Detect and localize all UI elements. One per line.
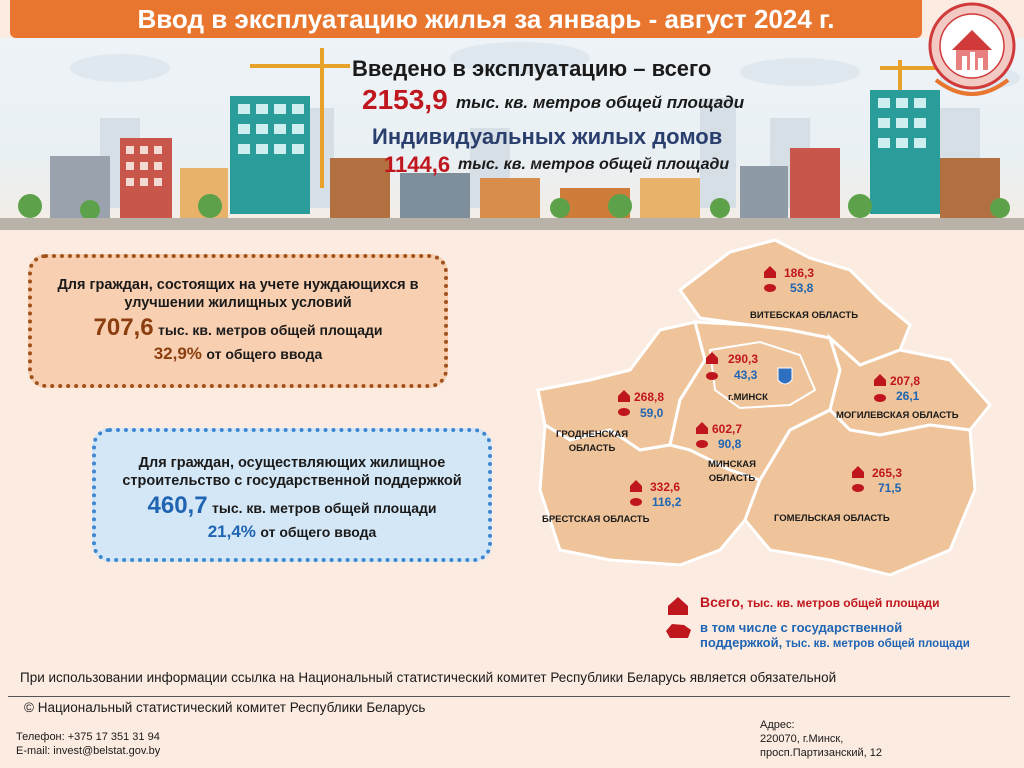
minsk-region-name-1: МИНСКАЯ <box>708 459 756 470</box>
vitebsk-support: 53,8 <box>790 281 814 295</box>
address-label: Адрес: <box>760 719 795 731</box>
support-unit: тыс. кв. метров общей площади <box>212 500 437 516</box>
city-banner <box>0 38 1024 230</box>
minsk-region-support: 90,8 <box>718 437 742 451</box>
needy-unit: тыс. кв. метров общей площади <box>158 322 383 338</box>
minsk-coat-icon <box>778 368 792 384</box>
belstat-emblem-icon <box>924 0 1020 110</box>
address-line1: 220070, г.Минск, <box>760 733 844 745</box>
title-text: Ввод в эксплуатацию жилья за январь - август 2024 г. <box>137 3 835 34</box>
page-title <box>10 0 922 38</box>
legend-total <box>700 594 940 610</box>
brest-name: БРЕСТСКАЯ ОБЛАСТЬ <box>542 514 650 525</box>
state-support-box <box>92 428 492 562</box>
copyright: © Национальный статистический комитет Республики Беларусь <box>24 700 426 715</box>
brest-support: 116,2 <box>652 495 682 509</box>
address-line2: просп.Партизанский, 12 <box>760 747 882 759</box>
support-pct: 21,4% <box>207 522 256 541</box>
grodno-name <box>556 428 628 456</box>
legend-support <box>700 620 980 652</box>
grodno-name-1: ГРОДНЕНСКАЯ <box>556 429 629 440</box>
individual-unit: тыс. кв. метров общей площади <box>458 156 730 173</box>
divider <box>8 696 1010 697</box>
grodno-total: 268,8 <box>634 390 665 404</box>
grodno-name-2: ОБЛАСТЬ <box>568 443 616 454</box>
contacts <box>16 730 160 758</box>
total-value: 2153,9 <box>362 84 448 115</box>
legend-house-icon <box>666 596 690 616</box>
needy-pct-text: от общего ввода <box>206 346 323 362</box>
support-pct-text: от общего ввода <box>260 524 377 540</box>
gomel-total: 265,3 <box>872 466 903 480</box>
minsk-city-total: 290,3 <box>728 352 759 366</box>
mogilev-support: 26,1 <box>896 389 920 403</box>
minsk-city-support: 43,3 <box>734 368 758 382</box>
address <box>760 718 882 760</box>
needy-citizens-box <box>28 254 448 388</box>
total-unit: тыс. кв. метров общей площади <box>456 93 745 112</box>
needy-pct: 32,9% <box>153 344 202 363</box>
total-label: Введено в эксплуатацию – всего <box>352 56 712 81</box>
vitebsk-name: ВИТЕБСКАЯ ОБЛАСТЬ <box>750 310 859 321</box>
individual-label: Индивидуальных жилых домов <box>372 124 723 149</box>
mogilev-name: МОГИЛЕВСКАЯ ОБЛАСТЬ <box>836 410 959 421</box>
minsk-region-name <box>708 458 756 486</box>
individual-value: 1144,6 <box>384 152 451 177</box>
needy-desc: Для граждан, состоящих на учете нуждающихся в улучшении жилищных условий <box>57 277 419 311</box>
grodno-support: 59,0 <box>640 406 664 420</box>
legend-map-icon <box>664 622 692 640</box>
belarus-map <box>530 230 1000 590</box>
phone: Телефон: +375 17 351 31 94 <box>16 731 160 743</box>
legend-total-label: Всего, <box>700 594 744 610</box>
support-desc: Для граждан, осуществляющих жилищное строительство с государственной поддержкой <box>122 455 462 489</box>
gomel-support: 71,5 <box>878 481 902 495</box>
legend-support-label: в том числе с государственной поддержкой, <box>700 620 903 650</box>
legend-support-unit: тыс. кв. метров общей площади <box>782 638 970 650</box>
minsk-city-name: г.МИНСК <box>728 392 768 403</box>
mogilev-total: 207,8 <box>890 374 921 388</box>
email: E-mail: invest@belstat.gov.by <box>16 745 161 757</box>
gomel-name: ГОМЕЛЬСКАЯ ОБЛАСТЬ <box>774 513 890 524</box>
support-value: 460,7 <box>147 492 208 519</box>
brest-total: 332,6 <box>650 480 681 494</box>
vitebsk-total: 186,3 <box>784 266 815 280</box>
needy-value: 707,6 <box>93 314 154 341</box>
minsk-region-total: 602,7 <box>712 422 743 436</box>
minsk-region-name-2: ОБЛАСТЬ <box>708 473 756 484</box>
legend-total-unit: тыс. кв. метров общей площади <box>743 596 940 610</box>
citation-notice: При использовании информации ссылка на Национальный статистический комитет Республики Беларусь является обязательной <box>20 670 837 685</box>
